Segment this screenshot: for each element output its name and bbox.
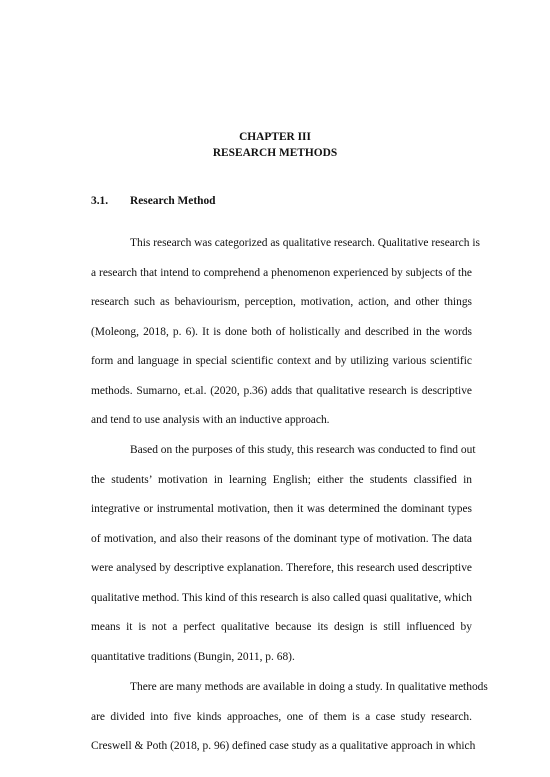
paragraph-line: form and language in special scientific context and by utilizing various scientific bbox=[91, 355, 472, 368]
section-title: Research Method bbox=[130, 195, 216, 207]
section-number: 3.1. bbox=[91, 195, 109, 207]
paragraph-line: There are many methods are available in doing a study. In qualitative methods bbox=[130, 681, 488, 693]
paragraph-line: means it is not a perfect qualitative because its design is still influenced by bbox=[91, 621, 472, 634]
paragraph-line: the students’ motivation in learning English; either the students classified in bbox=[91, 473, 472, 486]
paragraph-line: methods. Sumarno, et.al. (2020, p.36) adds that qualitative research is descriptive bbox=[91, 384, 472, 397]
paragraph-line: quantitative traditions (Bungin, 2011, p. 68). bbox=[91, 650, 295, 663]
chapter-number: CHAPTER III bbox=[239, 131, 311, 143]
paragraph-2 bbox=[91, 436, 476, 672]
paragraph-line: were analysed by descriptive explanation. Therefore, this research used descriptive bbox=[91, 562, 472, 575]
paragraph-line: This research was categorized as qualitative research. Qualitative research is bbox=[130, 237, 480, 249]
paragraph-line: qualitative method. This kind of this research is also called quasi qualitative, which bbox=[91, 591, 472, 604]
chapter-title: RESEARCH METHODS bbox=[212, 147, 338, 159]
paragraph-line: integrative or instrumental motivation, then it was determined the dominant types bbox=[91, 503, 472, 516]
paragraph-line: and tend to use analysis with an inductive approach. bbox=[91, 414, 330, 427]
section-heading bbox=[91, 194, 216, 209]
paragraph-line: Creswell & Poth (2018, p. 96) defined case study as a qualitative approach in which bbox=[91, 740, 476, 753]
paragraph-1 bbox=[91, 229, 480, 436]
paragraph-line: Based on the purposes of this study, this research was conducted to find out bbox=[130, 444, 476, 456]
paragraph-line: (Moleong, 2018, p. 6). It is done both of holistically and described in the words bbox=[91, 325, 472, 338]
paragraph-3 bbox=[91, 673, 488, 762]
paragraph-line: of motivation, and also their reasons of the dominant type of motivation. The data bbox=[91, 532, 472, 545]
paragraph-line: research such as behaviourism, perception, motivation, action, and other things bbox=[91, 296, 472, 309]
paragraph-line: a research that intend to comprehend a phenomenon experienced by subjects of the bbox=[91, 266, 472, 279]
paragraph-line: are divided into five kinds approaches, one of them is a case study research. bbox=[91, 710, 472, 723]
